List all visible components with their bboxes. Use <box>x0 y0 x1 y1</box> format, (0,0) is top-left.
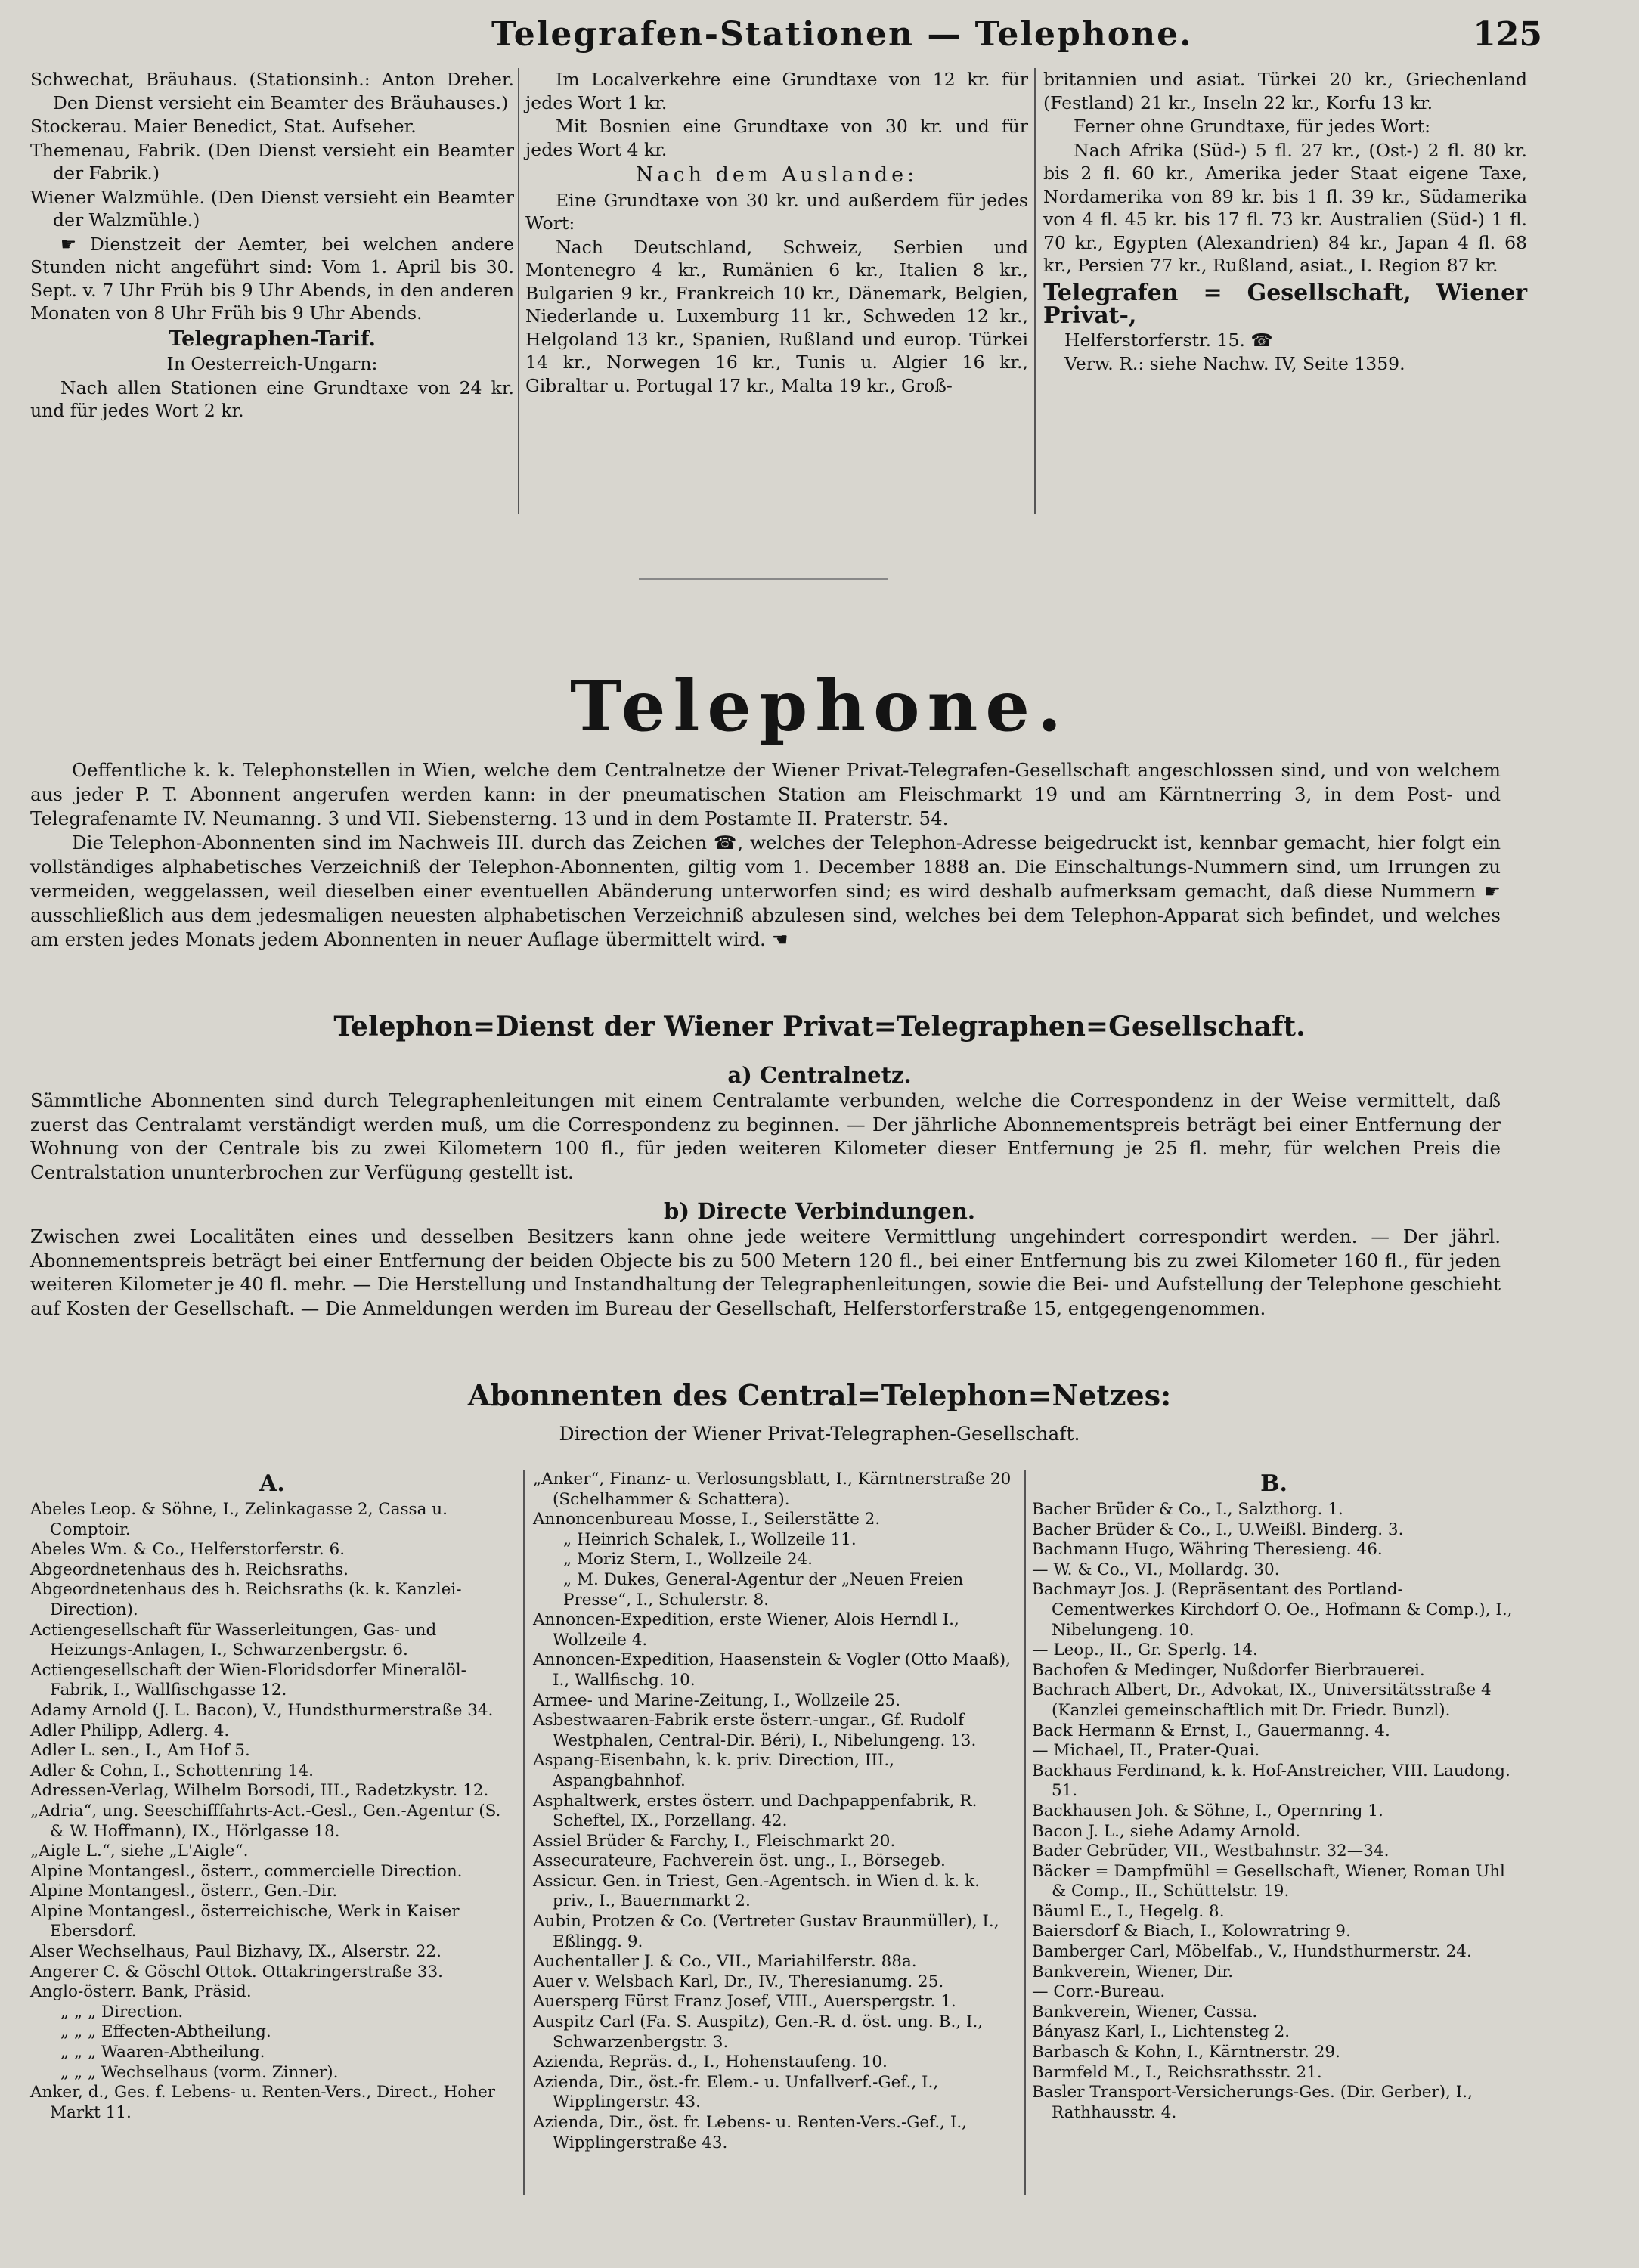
tarif-title: Telegraphen-Tarif. <box>169 327 376 351</box>
direct-connections-text: Zwischen zwei Localitäten eines und desselben Besitzers kann ohne jede weitere Vermittlung ungehindert correspondirt werden. — Der jährl. Abonnementspreis beträgt bei einer Entfernung der beiden Objecte bis zu 500 Metern 120 fl., bei einer Entfernung bis zu zwei Kilometer 160 fl., für jeden weiteren Kilometer je 40 fl. mehr. — Die Herstellung und Instandhaltung der Telegraphenleitungen, sowie die Bei- und Aufstellung der Telephone geschieht auf Kosten der Gesellschaft. — Die Anmeldungen werden im Bureau der Gesellschaft, Helferstorferstraße 15, entgegengenommen. <box>30 1225 1501 1319</box>
subscriber-entry: „ „ „ Waaren-Abtheilung. <box>60 2043 265 2062</box>
subscriber-entry: Adler & Cohn, I., Schottenring 14. <box>30 1761 314 1780</box>
page-header-title: Telegrafen-Stationen — Telephone. <box>491 15 1193 54</box>
column-divider <box>518 68 519 514</box>
subscriber-entry: Auchentaller J. & Co., VII., Mariahilferstr. 88a. <box>533 1952 917 1972</box>
station-entry: Wiener Walzmühle. (Den Dienst versieht ein Beamter der Walzmühle.) <box>30 186 514 231</box>
abroad-base: Eine Grundtaxe von 30 kr. und außerdem für jedes Wort: <box>525 189 1028 234</box>
subscriber-entry: „Adria“, ung. Seeschifffahrts-Act.-Gesl., Gen.-Agentur (S. & W. Hoffmann), IX., Hörlgasse 18. <box>30 1801 501 1841</box>
page-number: 125 <box>1473 15 1542 54</box>
tarif-bosnia: Mit Bosnien eine Grundtaxe von 30 kr. und für jedes Wort 4 kr. <box>525 116 1028 160</box>
subscriber-entry: Azienda, Dir., öst. fr. Lebens- u. Renten-Vers.-Gef., I., Wipplingerstraße 43. <box>533 2113 968 2152</box>
subscriber-entry: Bacon J. L., siehe Adamy Arnold. <box>1032 1821 1301 1841</box>
subscriber-entry: Bankverein, Wiener, Dir. <box>1032 1962 1234 1981</box>
subscriber-entry: Bachrach Albert, Dr., Advokat, IX., Universitätsstraße 4 (Kanzlei gemeinschaftlich mit Dr. Friedr. Bunzl). <box>1032 1681 1492 1720</box>
subscriber-entry: Annoncen-Expedition, erste Wiener, Alois Herndl I., Wollzeile 4. <box>533 1610 959 1650</box>
station-entry: Themenau, Fabrik. (Den Dienst versieht ein Beamter der Fabrik.) <box>30 139 514 184</box>
subscriber-entry: Bacher Brüder & Co., I., Salzthorg. 1. <box>1032 1500 1343 1519</box>
tarif-text: Nach allen Stationen eine Grundtaxe von 24 kr. und für jedes Wort 2 kr. <box>30 376 514 421</box>
subscriber-entry: Bányasz Karl, I., Lichtensteg 2. <box>1032 2022 1290 2042</box>
section-separator <box>639 578 888 580</box>
column-divider <box>523 1470 525 2195</box>
office-hours-note: ☛ Dienstzeit der Aemter, bei welchen andere Stunden nicht angeführt sind: Vom 1. April bis 30. Sept. v. 7 Uhr Früh bis 9 Uhr Abends, in den anderen Monaten von 8 Uhr Früh bis 9 Uhr Abends. <box>30 233 514 324</box>
telegraph-company-name: Telegrafen = Gesellschaft, Wiener Privat-, <box>1043 279 1527 329</box>
subscriber-entry: Backhausen Joh. & Söhne, I., Opernring 1. <box>1032 1801 1383 1820</box>
subscriber-entry: Azienda, Repräs. d., I., Hohenstaufeng. 10. <box>533 2053 888 2072</box>
tarif-local: Im Localverkehre eine Grundtaxe von 12 kr. für jedes Wort 1 kr. <box>525 69 1028 113</box>
subscriber-entry: Basler Transport-Versicherungs-Ges. (Dir. Gerber), I., Rathhausstr. 4. <box>1032 2083 1473 2122</box>
subscriber-entry: Bacher Brüder & Co., I., U.Weißl. Binderg. 3. <box>1032 1520 1404 1539</box>
telegraph-section <box>30 68 1527 529</box>
abroad-title: Nach dem Auslande: <box>635 163 919 187</box>
subscriber-entry: Backhaus Ferdinand, k. k. Hof-Anstreicher, VIII. Laudong. 51. <box>1032 1761 1510 1801</box>
subscriber-entry: Actiengesellschaft der Wien-Floridsdorfer Mineralöl-Fabrik, I., Wallfischgasse 12. <box>30 1660 466 1700</box>
intro-text <box>30 758 1501 952</box>
subscriber-entry: Adamy Arnold (J. L. Bacon), V., Hundsthurmerstraße 34. <box>30 1700 494 1720</box>
subscriber-entry: — Corr.-Bureau. <box>1032 1982 1166 2002</box>
telegraph-column-3 <box>1043 68 1527 376</box>
subscriber-entry: Aubin, Protzen & Co. (Vertreter Gustav Braunmüller), I., Eßlingg. 9. <box>533 1912 999 1951</box>
subscriber-entry: Assiel Brüder & Farchy, I., Fleischmarkt 20. <box>533 1831 896 1851</box>
subscriber-entry: Assicur. Gen. in Triest, Gen.-Agentsch. in Wien d. k. k. priv., I., Bauernmarkt 2. <box>533 1871 980 1911</box>
subscriber-entry: Abgeordnetenhaus des h. Reichsraths. <box>30 1560 349 1579</box>
subscriber-entry: — W. & Co., VI., Mollardg. 30. <box>1032 1560 1280 1579</box>
column-divider <box>1024 1470 1026 2195</box>
subscriber-directory <box>30 1470 1512 2248</box>
subscriber-entry: Auersperg Fürst Franz Josef, VIII., Auerspergstr. 1. <box>533 1992 956 2012</box>
subscriber-entry: Bachmann Hugo, Währing Theresieng. 46. <box>1032 1540 1383 1560</box>
intro-paragraph: Oeffentliche k. k. Telephonstellen in Wien, welche dem Centralnetze der Wiener Privat-Telegrafen-Gesellschaft angeschlossen sind, und von welchem aus jeder P. T. Abonnent angerufen werden kann: in der pneumatischen Station am Fleischmarkt 19 und am Kärntnerring 3, in dem Post- und Telegrafenamte IV. Neumanng. 3 und VII. Siebensterng. 13 und in dem Postamte II. Praterstr. 54. <box>30 759 1501 829</box>
subscriber-entry: „ „ „ Effecten-Abtheilung. <box>60 2022 271 2042</box>
subscriber-entry: „ „ „ Wechselhaus (vorm. Zinner). <box>60 2062 339 2082</box>
central-network-heading: a) Centralnetz. <box>727 1062 912 1088</box>
subscriber-entry: Adler Philipp, Adlerg. 4. <box>30 1721 230 1740</box>
subscriber-entry: Adressen-Verlag, Wilhelm Borsodi, III., Radetzkystr. 12. <box>30 1781 489 1801</box>
subscriber-entry: „Aigle L.“, siehe „L'Aigle“. <box>30 1842 249 1861</box>
subscriber-entry: Abeles Leop. & Söhne, I., Zelinkagasse 2, Cassa u. Comptoir. <box>30 1500 448 1539</box>
subscriber-entry: Bachmayr Jos. J. (Repräsentant des Portland-Cementwerkes Kirchdorf O. Oe., Hofmann & Comp.), I., Nibelungeng. 10. <box>1032 1580 1513 1640</box>
station-entry: Schwechat, Bräuhaus. (Stationsinh.: Anton Dreher. Den Dienst versieht ein Beamter des Bräuhauses.) <box>30 69 514 113</box>
subscriber-entry: Abeles Wm. & Co., Helferstorferstr. 6. <box>30 1540 345 1560</box>
subscriber-entry: Annoncen-Expedition, Haasenstein & Vogler (Otto Maaß), I., Wallfischg. 10. <box>533 1650 1012 1690</box>
subscriber-entry: „ Moriz Stern, I., Wollzeile 24. <box>563 1550 813 1569</box>
central-network-text: Sämmtliche Abonnenten sind durch Telegraphenleitungen mit einem Centralamte verbunden, welche die Correspondenz in der Weise vermittelt, daß zuerst das Centralamt verständigt werden muß, um die Correspondenz zu beginnen. — Der jährliche Abonnementspreis beträgt bei einer Entfernung der Wohnung von der Centrale bis zu zwei Kilometern 100 fl., für jeden weiteren Kilometer dieser Entfernung je 25 fl. mehr, für welchen Preis die Centralstation ununterbrochen zur Verfügung gestellt ist. <box>30 1089 1501 1183</box>
subscriber-entry: Bamberger Carl, Möbelfab., V., Hundsthurmerstr. 24. <box>1032 1942 1472 1962</box>
subscribers-subtitle: Direction der Wiener Privat-Telegraphen-Gesellschaft. <box>559 1423 1080 1445</box>
running-head <box>30 15 1542 60</box>
tarif-subtitle: In Oesterreich-Ungarn: <box>166 353 378 374</box>
subscriber-entry: Barmfeld M., I., Reichsrathsstr. 21. <box>1032 2062 1322 2082</box>
directory-column-a <box>30 1470 514 2123</box>
subscriber-entry: Alpine Montangesl., österreichische, Werk in Kaiser Ebersdorf. <box>30 1901 460 1941</box>
subscriber-entry: Anglo-österr. Bank, Präsid. <box>30 1982 252 2002</box>
subscriber-entry: Asbestwaaren-Fabrik erste österr.-ungar., Gf. Rudolf Westphalen, Central-Dir. Béri), I., Nibelungeng. 13. <box>533 1711 977 1750</box>
section-title: Telephone. <box>570 665 1069 747</box>
subscriber-entry: Auspitz Carl (Fa. S. Auspitz), Gen.-R. d. öst. ung. B., I., Schwarzenbergstr. 3. <box>533 2012 984 2052</box>
subscriber-entry: Auer v. Welsbach Karl, Dr., IV., Theresianumg. 25. <box>533 1972 944 1991</box>
abroad-rates-cont: britannien und asiat. Türkei 20 kr., Griechenland (Festland) 21 kr., Inseln 22 kr., Korfu 13 kr. <box>1043 69 1527 113</box>
subscriber-entry: Angerer C. & Göschl Ottok. Ottakringerstraße 33. <box>30 1962 443 1981</box>
subscriber-entry: Alpine Montangesl., österr., commercielle Direction. <box>30 1861 463 1881</box>
subscriber-entry: Back Hermann & Ernst, I., Gauermanng. 4. <box>1032 1721 1390 1740</box>
subscriber-entry: Adler L. sen., I., Am Hof 5. <box>30 1741 250 1761</box>
subscriber-entry: Alpine Montangesl., österr., Gen.-Dir. <box>30 1882 338 1901</box>
subscribers-title: Abonnenten des Central=Telephon=Netzes: <box>467 1378 1172 1412</box>
subscriber-entry: Bachofen & Medinger, Nußdorfer Bierbrauerei. <box>1032 1660 1425 1680</box>
intro-paragraph: Die Telephon-Abonnenten sind im Nachweis III. durch das Zeichen ☎, welches der Telephon-Adresse beigedruckt ist, kennbar gemacht, hier folgt ein vollständiges alphabetisches Verzeichniß der Telephon-Abonnenten, giltig vom 1. December 1888 an. Die Einschaltungs-Nummern sind, um Irrungen zu vermeiden, weggelassen, weil dieselben einer eventuellen Abänderung unterworfen sind; es wird deshalb aufmerksam gemacht, daß diese Nummern ☛ ausschließlich aus dem jedesmaligen neuesten alphabetischen Verzeichniß abzulesen sind, welches bei dem Telephon-Apparat sich befindet, und welches am ersten jedes Monats jedem Abonnenten in neuer Auflage übermittelt wird. ☚ <box>30 832 1501 950</box>
service-title: Telephon=Dienst der Wiener Privat=Telegraphen=Gesellschaft. <box>333 1011 1306 1043</box>
abroad-rates: Nach Deutschland, Schweiz, Serbien und Montenegro 4 kr., Rumänien 6 kr., Italien 8 kr., Bulgarien 9 kr., Frankreich 10 kr., Dänemark, Belgien, Niederlande u. Luxemburg 11 kr., Schweden 12 kr., Helgoland 13 kr., Spanien, Rußland und europ. Türkei 14 kr., Norwegen 16 kr., Tunis u. Algier 16 kr., Gibraltar u. Portugal 17 kr., Malta 19 kr., Groß- <box>525 236 1028 396</box>
subscriber-entry: Azienda, Dir., öst.-fr. Elem.- u. Unfallverf.-Gef., I., Wipplingerstr. 43. <box>533 2072 939 2112</box>
telegraph-company-reference: Verw. R.: siehe Nachw. IV, Seite 1359. <box>1064 353 1405 374</box>
subscriber-entry: Annoncenbureau Mosse, I., Seilerstätte 2. <box>533 1510 881 1529</box>
no-base-title: Ferner ohne Grundtaxe, für jedes Wort: <box>1074 116 1431 137</box>
telegraph-column-2 <box>525 68 1028 398</box>
letter-heading-a: A. <box>259 1470 285 1497</box>
subscriber-entry: Bäcker = Dampfmühl = Gesellschaft, Wiener, Roman Uhl & Comp., II., Schüttelstr. 19. <box>1032 1861 1505 1901</box>
subscriber-entry: „ Heinrich Schalek, I., Wollzeile 11. <box>563 1529 857 1549</box>
no-base-rates: Nach Afrika (Süd-) 5 fl. 27 kr., (Ost-) 2 fl. 80 kr. bis 2 fl. 60 kr., Amerika jeder Staat eigene Taxe, Nordamerika von 89 kr. bis 1 fl. 39 kr., Südamerika von 4 fl. 45 kr. bis 17 fl. 73 kr. Australien (Süd-) 1 fl. 70 kr., Egypten (Alexandrien) 84 kr., Japan 4 fl. 68 kr., Persien 77 kr., Rußland, asiat., I. Region 87 kr. <box>1043 139 1527 276</box>
subscriber-entry: — Michael, II., Prater-Quai. <box>1032 1741 1260 1761</box>
telegraph-company-address: Helferstorferstr. 15. ☎ <box>1064 329 1273 351</box>
subscriber-entry: — Leop., II., Gr. Sperlg. 14. <box>1032 1641 1258 1660</box>
directory-column-b <box>1032 1470 1516 2123</box>
subscriber-entry: „Anker“, Finanz- u. Verlosungsblatt, I., Kärntnerstraße 20 (Schelhammer & Schattera). <box>533 1470 1012 1509</box>
column-divider <box>1034 68 1036 514</box>
subscriber-entry: Aspang-Eisenbahn, k. k. priv. Direction, III., Aspangbahnhof. <box>533 1751 894 1790</box>
direct-connections-heading: b) Directe Verbindungen. <box>664 1198 975 1224</box>
subscriber-entry: „ M. Dukes, General-Agentur der „Neuen Freien Presse“, I., Schulerstr. 8. <box>563 1569 964 1610</box>
subscriber-entry: Asphaltwerk, erstes österr. und Dachpappenfabrik, R. Scheftel, IX., Porzellang. 42. <box>533 1791 978 1831</box>
telegraph-column-1 <box>30 68 514 423</box>
subscriber-entry: Anker, d., Ges. f. Lebens- u. Renten-Vers., Direct., Hoher Markt 11. <box>30 2083 496 2122</box>
subscriber-entry: Barbasch & Kohn, I., Kärntnerstr. 29. <box>1032 2043 1340 2062</box>
subscriber-entry: Bader Gebrüder, VII., Westbahnstr. 32—34. <box>1032 1842 1390 1861</box>
station-entry: Stockerau. Maier Benedict, Stat. Aufseher. <box>30 116 417 137</box>
subscriber-entry: Baiersdorf & Biach, I., Kolowratring 9. <box>1032 1922 1351 1941</box>
subscriber-entry: Assecurateure, Fachverein öst. ung., I., Börsegeb. <box>533 1851 946 1871</box>
subscriber-entry: Armee- und Marine-Zeitung, I., Wollzeile 25. <box>533 1690 901 1710</box>
letter-heading-b: B. <box>1260 1470 1287 1497</box>
directory-column-middle <box>533 1470 1024 2153</box>
subscriber-entry: Bankverein, Wiener, Cassa. <box>1032 2002 1258 2022</box>
subscriber-entry: Bäuml E., I., Hegelg. 8. <box>1032 1901 1225 1921</box>
subscriber-entry: „ „ „ Direction. <box>60 2002 184 2022</box>
subscriber-entry: Abgeordnetenhaus des h. Reichsraths (k. k. Kanzlei-Direction). <box>30 1580 462 1619</box>
subscriber-entry: Alser Wechselhaus, Paul Bizhavy, IX., Alserstr. 22. <box>30 1942 442 1962</box>
subscriber-entry: Actiengesellschaft für Wasserleitungen, Gas- und Heizungs-Anlagen, I., Schwarzenbergstr. 6. <box>30 1620 437 1660</box>
